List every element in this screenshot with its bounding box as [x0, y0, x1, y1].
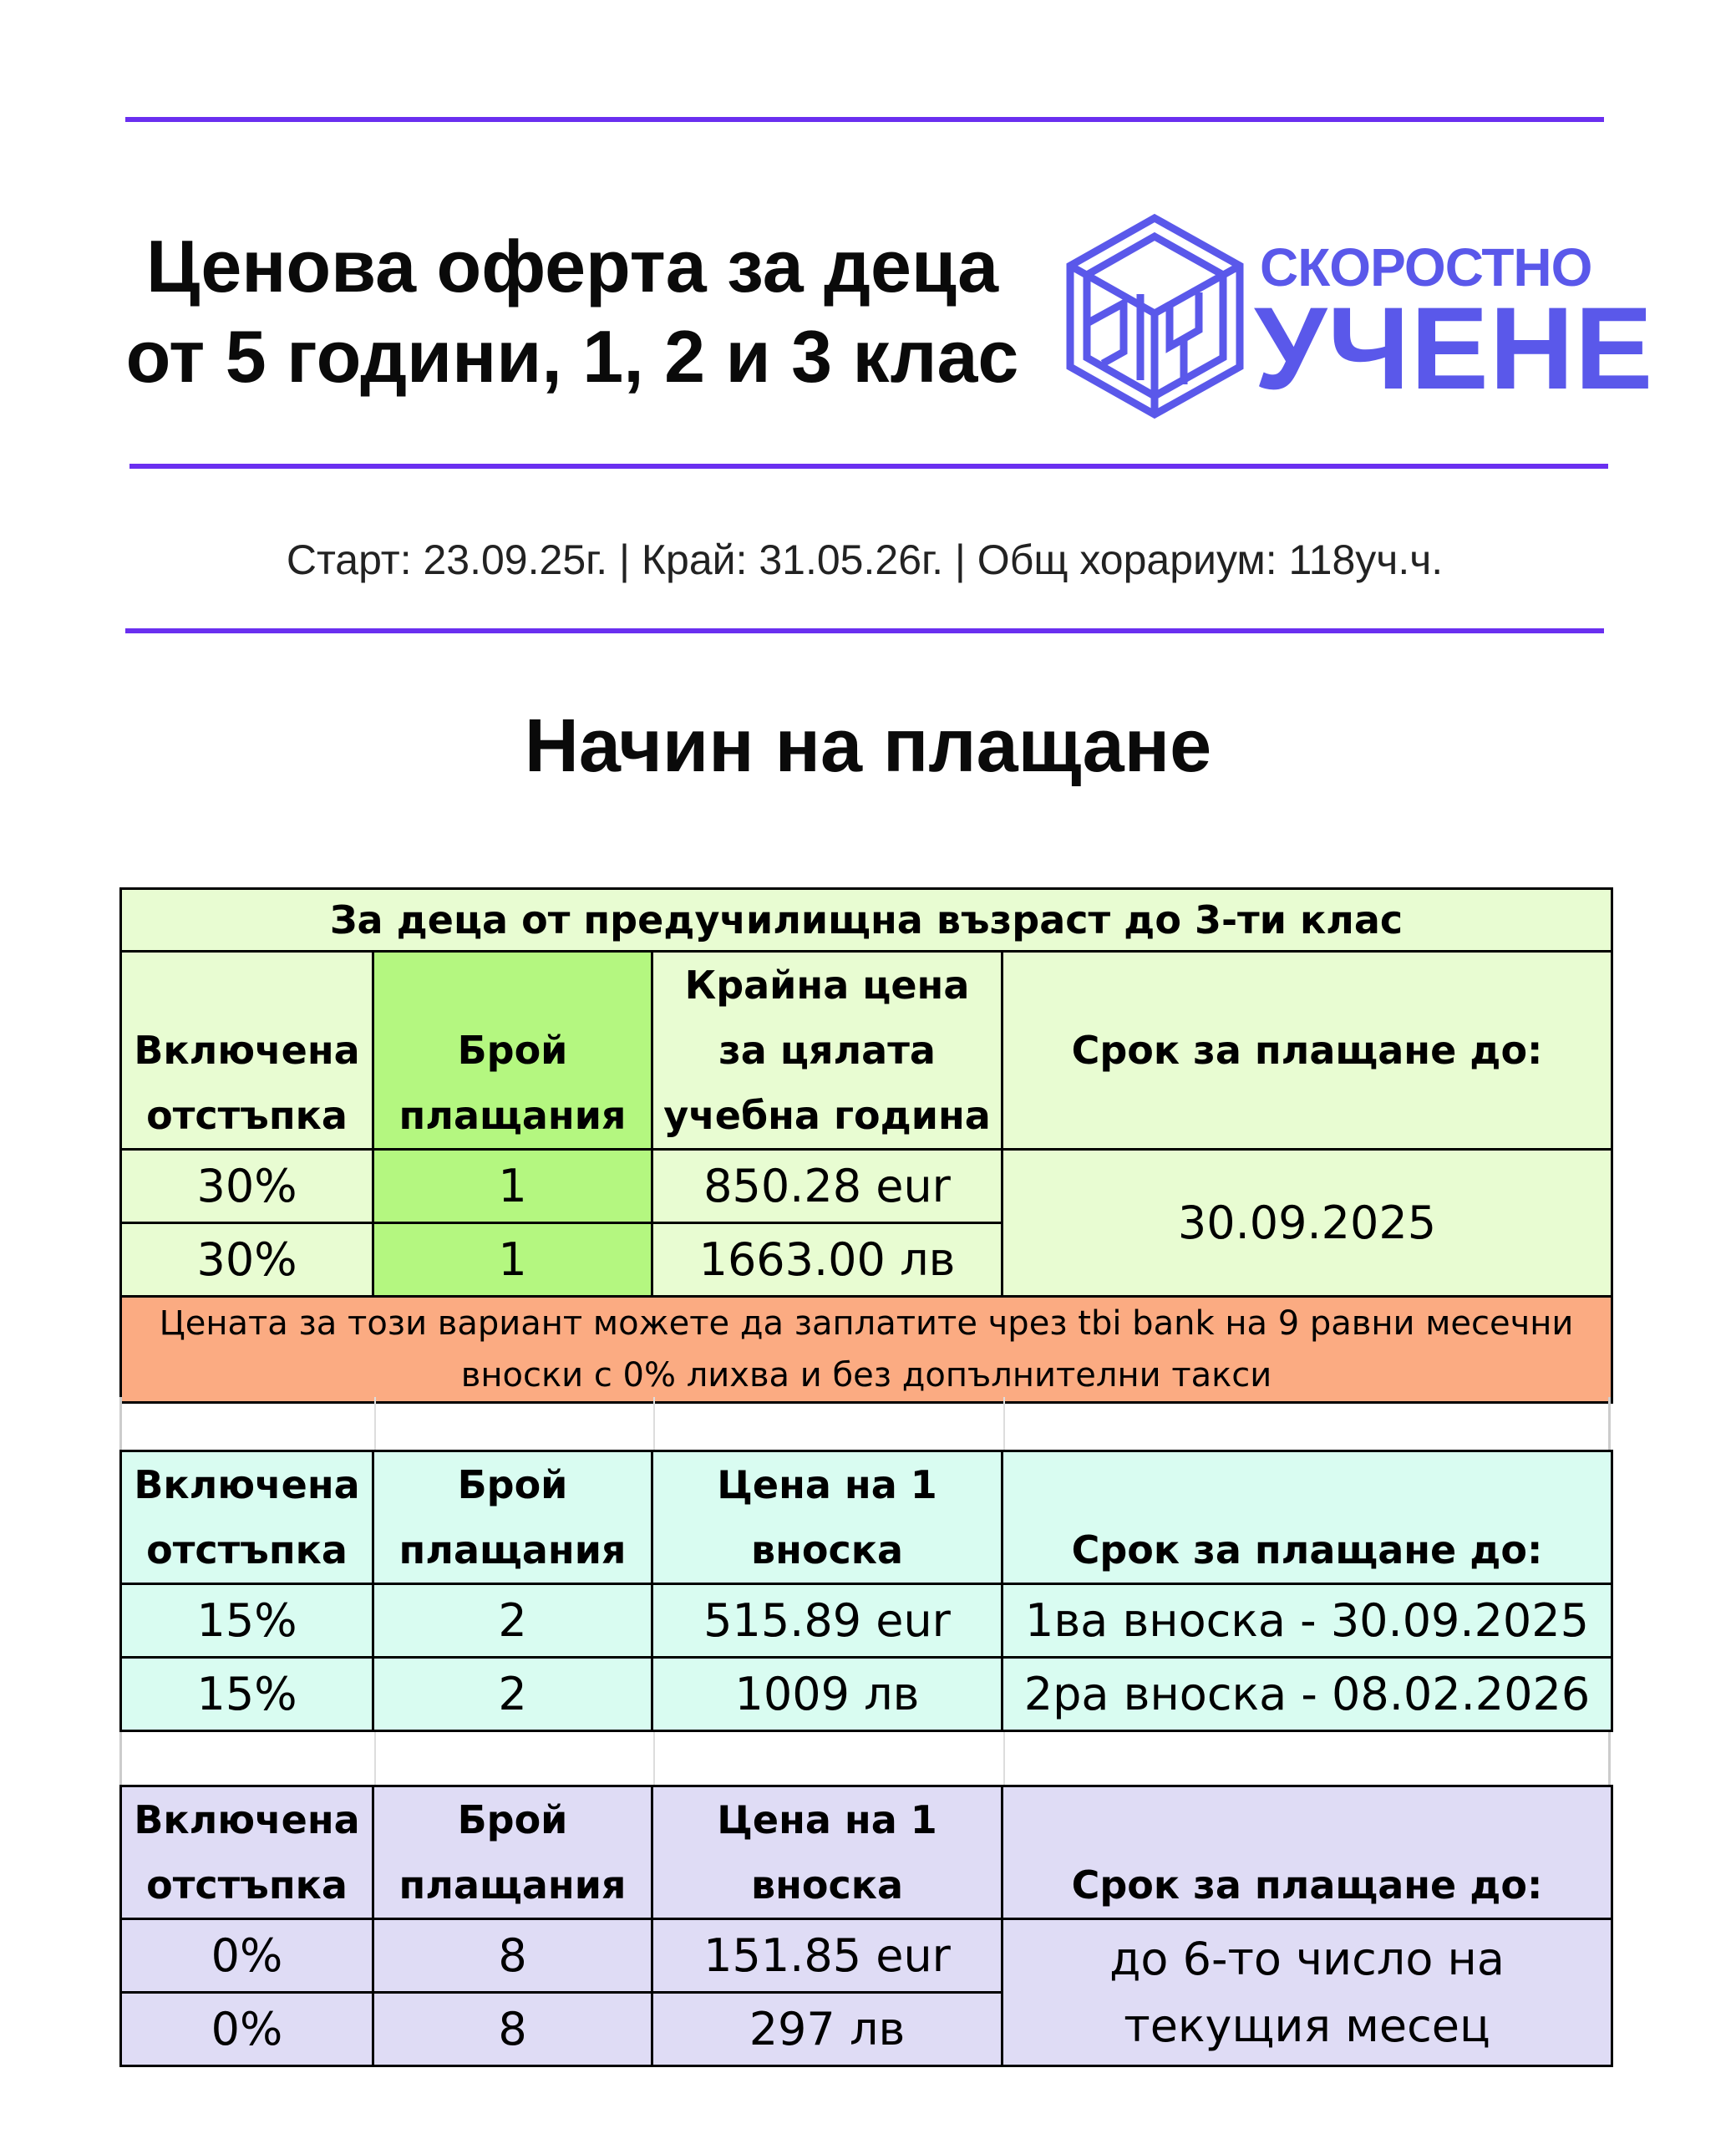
- deadline-value: 30.09.2025: [1003, 1150, 1612, 1297]
- row2-payments: 1: [373, 1223, 652, 1297]
- deadline-value: до 6-то число на текущия месец: [1003, 1919, 1612, 2066]
- top-divider: [125, 117, 1604, 122]
- info-divider: [125, 628, 1604, 633]
- row1-payments: 1: [373, 1150, 652, 1223]
- header-discount: Включена отстъпка: [121, 1786, 373, 1919]
- row2-payments: 2: [373, 1658, 652, 1731]
- row1-price: 850.28 eur: [652, 1150, 1003, 1223]
- spacer-gridline: [653, 1732, 655, 1785]
- row1-price: 151.85 eur: [652, 1919, 1003, 1993]
- header-payments: Брой плащания: [373, 1451, 652, 1584]
- row1-deadline: 1ва вноска - 30.09.2025: [1003, 1584, 1612, 1658]
- spacer-gridline: [374, 1397, 376, 1450]
- table-two-payments: [119, 1450, 1613, 1732]
- header-total-price: Крайна цена за цялата учебна година: [652, 952, 1003, 1150]
- row1-payments: 2: [373, 1584, 652, 1658]
- table-full-payment: [119, 887, 1613, 1404]
- offer-title-line2: от 5 години, 1, 2 и 3 клас: [125, 315, 1019, 398]
- row2-payments: 8: [373, 1993, 652, 2066]
- row2-price: 1009 лв: [652, 1658, 1003, 1731]
- row2-deadline: 2ра вноска - 08.02.2026: [1003, 1658, 1612, 1731]
- brand-logo: [1065, 213, 1654, 422]
- row1-discount: 0%: [121, 1919, 373, 1993]
- table-caption: За деца от предучилищна възраст до 3-ти клас: [121, 889, 1612, 952]
- offer-title: [117, 221, 1028, 402]
- row1-payments: 8: [373, 1919, 652, 1993]
- spacer-gridline: [1003, 1397, 1005, 1450]
- header-installment-price: Цена на 1 вноска: [652, 1451, 1003, 1584]
- header-divider: [129, 464, 1608, 469]
- header-payments: Брой плащания: [373, 952, 652, 1150]
- spacer-gridline: [1003, 1732, 1005, 1785]
- course-info: Старт: 23.09.25г. | Край: 31.05.26г. | Общ хорариум: 118уч.ч.: [286, 536, 1444, 583]
- offer-title-line1: Ценова оферта за деца: [145, 225, 999, 307]
- logo-text-bottom: УЧЕНЕ: [1254, 282, 1654, 414]
- header-deadline: Срок за плащане до:: [1003, 1451, 1612, 1584]
- header-installment-price: Цена на 1 вноска: [652, 1786, 1003, 1919]
- row1-discount: 15%: [121, 1584, 373, 1658]
- row1-discount: 30%: [121, 1150, 373, 1223]
- payment-section-title: Начин на плащане: [524, 704, 1212, 788]
- tbi-bank-note: Цената за този вариант можете да заплатите чрез tbi bank на 9 равни месечни вноски с 0% лихва и без допълнителни такси: [121, 1297, 1612, 1403]
- header-payments: Брой плащания: [373, 1786, 652, 1919]
- header-discount: Включена отстъпка: [121, 1451, 373, 1584]
- logo-text-top: СКОРОСТНО: [1260, 237, 1592, 297]
- row1-price: 515.89 eur: [652, 1584, 1003, 1658]
- spacer-gridline: [653, 1397, 655, 1450]
- row2-price: 297 лв: [652, 1993, 1003, 2066]
- header-discount: Включена отстъпка: [121, 952, 373, 1150]
- row2-discount: 15%: [121, 1658, 373, 1731]
- header-deadline: Срок за плащане до:: [1003, 952, 1612, 1150]
- table-spacer: [119, 1732, 1611, 1785]
- spacer-gridline: [374, 1732, 376, 1785]
- cube-logo-icon: [1065, 213, 1245, 422]
- row2-discount: 30%: [121, 1223, 373, 1297]
- table-spacer: [119, 1397, 1611, 1450]
- table-monthly-payments: [119, 1785, 1613, 2067]
- row2-discount: 0%: [121, 1993, 373, 2066]
- row2-price: 1663.00 лв: [652, 1223, 1003, 1297]
- header-deadline: Срок за плащане до:: [1003, 1786, 1612, 1919]
